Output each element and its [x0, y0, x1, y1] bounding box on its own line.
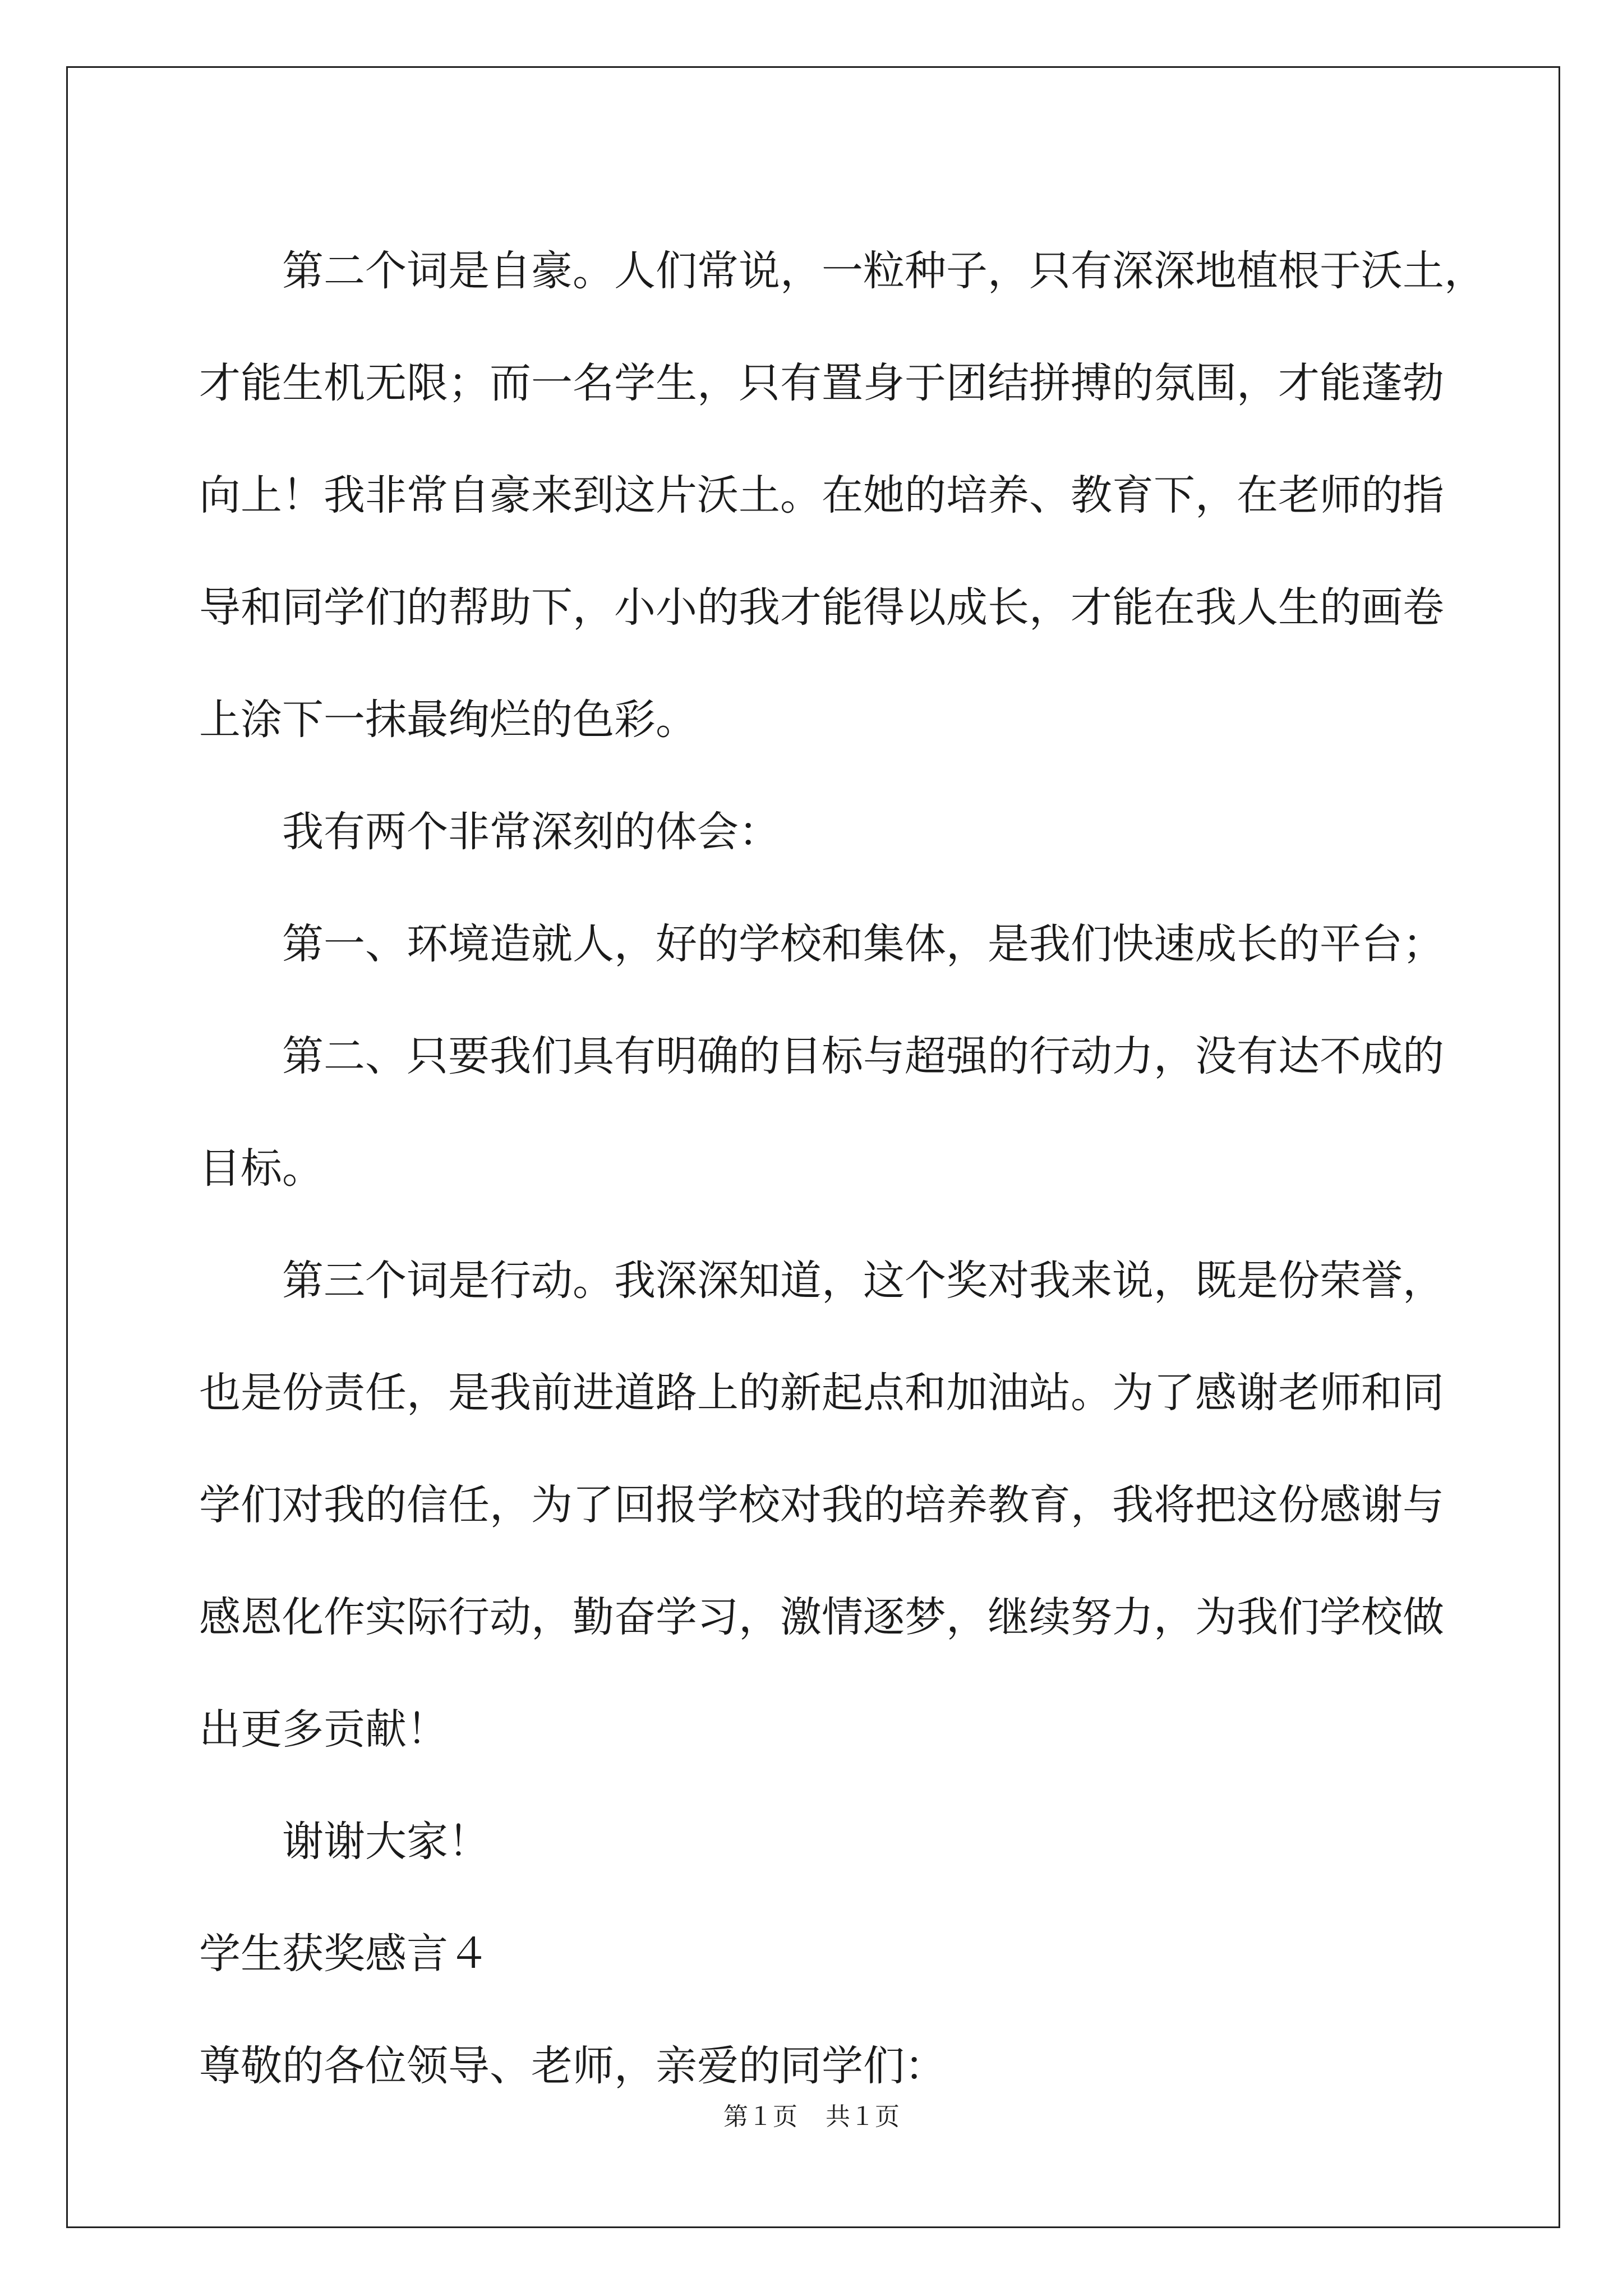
paragraph-line: 第一、环境造就人，好的学校和集体，是我们快速成长的平台； — [282, 920, 1444, 968]
paragraph-line: 也是份责任，是我前进道路上的新起点和加油站。为了感谢老师和同 — [199, 1369, 1444, 1417]
document-body — [199, 215, 1486, 2122]
paragraph-line: 向上！我非常自豪来到这片沃土。在她的培养、教育下，在老师的指 — [199, 471, 1444, 519]
page-total: 共１页 — [826, 2102, 900, 2131]
paragraph-line: 导和同学们的帮助下，小小的我才能得以成长，才能在我人生的画卷 — [199, 583, 1444, 632]
paragraph-line: 才能生机无限；而一名学生，只有置身于团结拼搏的氛围，才能蓬勃 — [199, 359, 1444, 407]
paragraph-line: 上涂下一抹最绚烂的色彩。 — [199, 696, 697, 744]
paragraph-line: 谢谢大家！ — [282, 1818, 490, 1866]
paragraph-line: 感恩化作实际行动，勤奋学习，激情逐梦，继续努力，为我们学校做 — [199, 1593, 1444, 1641]
paragraph-line: 第二、只要我们具有明确的目标与超强的行动力，没有达不成的 — [282, 1032, 1444, 1080]
section-heading: 学生获奖感言４ — [199, 1930, 490, 1978]
paragraph-line: 我有两个非常深刻的体会： — [282, 808, 780, 856]
paragraph-line: 目标。 — [199, 1144, 324, 1193]
paragraph-line: 第三个词是行动。我深深知道，这个奖对我来说，既是份荣誉， — [282, 1257, 1444, 1305]
paragraph-line: 出更多贡献！ — [199, 1705, 448, 1754]
paragraph-line: 学们对我的信任，为了回报学校对我的培养教育，我将把这份感谢与 — [199, 1481, 1444, 1529]
salutation-line: 尊敬的各位领导、老师，亲爱的同学们： — [199, 2042, 946, 2090]
page-footer — [0, 2100, 1623, 2134]
paragraph-line: 第二个词是自豪。人们常说，一粒种子，只有深深地植根于沃土， — [282, 247, 1486, 295]
page-number: 第１页 — [723, 2102, 797, 2131]
